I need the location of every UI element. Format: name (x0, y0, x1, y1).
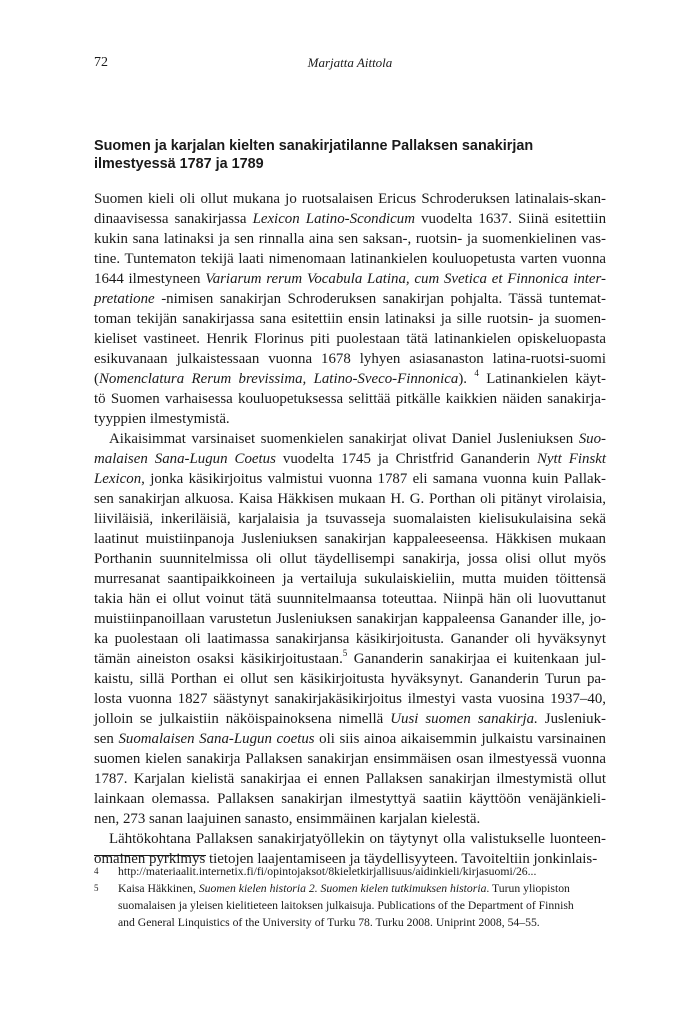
text-run: vuodelta 1637. Siinä esitettiin (414, 211, 607, 227)
footnote-marker: 4 (94, 866, 99, 876)
text-line (94, 629, 606, 649)
text-run: suomen kielen sanakirja Pallaksen sanakirjan ensimmäisen osan ilmestyessä vuonna (94, 751, 606, 767)
text-line (94, 829, 606, 849)
text-line (94, 349, 606, 369)
text-line (94, 549, 606, 569)
text-run: kaistu, sillä Porthan ei ollut sen käsikirjoitusta hyväksynyt. Gananderin Turun pa- (94, 671, 606, 687)
text-run: sen (94, 731, 119, 747)
footnote-line (118, 880, 606, 897)
running-head: Marjatta Aittola (307, 55, 393, 70)
text-line (94, 589, 606, 609)
section-heading (94, 137, 606, 173)
italic-title: malaisen Sana-Lugun Coetus (94, 451, 276, 467)
text-run: vuodelta 1745 ja Christfrid Gananderin (275, 451, 537, 467)
text-run: Kaisa Häkkinen, (118, 882, 199, 895)
paragraph (94, 189, 606, 429)
body-text (94, 189, 606, 869)
text-line (94, 709, 606, 729)
section-heading-line: ilmestyessä 1787 ja 1789 (94, 156, 264, 172)
footnote-divider (94, 855, 206, 856)
text-run: murresanat saantipaikkoineen ja vertailuja sukulaiskieliin, mutta muiden töittensä (94, 571, 606, 587)
text-run: Latinankielen käyt- (478, 371, 607, 387)
italic-title: Lexicon (94, 471, 142, 487)
text-run: tine. Tuntematon tekijä laati nimenomaan latinankielen kouluopetusta varten vuonna (94, 251, 606, 267)
text-line (94, 569, 606, 589)
text-run: liiviläisiä, inkeriläisiä, karjalaisia ja tsuvasseja suomalaisten kielisukulaisina sekä (94, 511, 606, 527)
text-run: ). (458, 371, 475, 387)
italic-title: Variarum rerum Vocabula Latina, cum Svetica et Finnonica inter- (205, 271, 606, 287)
paragraph (94, 429, 606, 829)
text-line (94, 489, 606, 509)
italic-title: Lexicon Latino-Scondicum (252, 211, 415, 227)
text-run: sen sanakirjan alkuosa. Kaisa Häkkisen mukaan H. G. Porthan oli pitänyt virolaisia, (94, 491, 606, 507)
footnote-reference: 4 (474, 368, 479, 379)
text-line (94, 509, 606, 529)
italic-title: Suomen kielen historia 2. Suomen kielen tutkimuksen historia (198, 882, 487, 895)
text-run: jolloin se julkaistiin näköispainoksena nimellä (94, 711, 391, 727)
footnote (94, 880, 606, 931)
text-line (94, 289, 606, 309)
text-line (94, 369, 606, 389)
text-run: ( (94, 371, 99, 387)
text-run: suomalaisen ja yleisen kielitieteen laitoksen julkaisuja. Publications of the Department of Finnish (118, 899, 574, 912)
section-heading-line: Suomen ja karjalan kielten sanakirjatilanne Pallaksen sanakirjan (94, 138, 534, 154)
text-run: . Turun yliopiston (486, 882, 570, 895)
text-line (94, 229, 606, 249)
text-line (94, 649, 606, 669)
text-line (94, 429, 606, 449)
text-run: kukin sana latinaksi ja sen rinnalla aina sen saksan-, ruotsin- ja suomenkielinen vas- (94, 231, 606, 247)
text-line (94, 689, 606, 709)
text-run: nen, 273 sanan laajuinen sanasto, ensimmäinen karjalan kielestä. (94, 811, 481, 827)
text-run: , jonka käsikirjoitus valmistui vuonna 1787 eli samana vuonna kuin Pallak- (141, 471, 606, 487)
text-run: dinaavisessa sanakirjassa (94, 211, 253, 227)
text-line (94, 189, 606, 209)
footnote (94, 863, 606, 880)
text-run: http://materiaalit.internetix.fi/fi/opintojaksot/8kieletkirjallisuus/aidinkieli/kirjasuomi/26... (118, 865, 537, 878)
text-line (94, 469, 606, 489)
text-run: ka puolestaan oli laatimassa sanakirjansa käsikirjoitusta. Ganander oli hyväksynyt (94, 631, 606, 647)
footnote-line (118, 863, 606, 880)
text-line (94, 769, 606, 789)
text-run: Porthanin suunnitelmissa oli ollut täydellisempi sanakirja, jossa olisi ollut myös (94, 551, 606, 567)
footnotes (94, 863, 606, 931)
footnote-line (118, 897, 606, 914)
text-line (94, 609, 606, 629)
text-line (94, 529, 606, 549)
text-run: Jusleniuk- (537, 711, 607, 727)
text-run: and General Linquistics of the University of Turku 78. Turku 2008. Uniprint 2008, 54–55. (118, 916, 540, 929)
text-run: muistiinpanoillaan varustetun Jusleniuksen sanakirjan kappaleensa Ganander ille, jo- (94, 611, 606, 627)
text-line (94, 249, 606, 269)
text-run: tämän aineiston osaksi käsikirjoitustaan. (94, 651, 343, 667)
text-line (94, 449, 606, 469)
text-run: takia hän ei ollut voinut tätä suunnitelmaansa toteuttaa. Niinpä hän oli luovuttanut (94, 591, 606, 607)
text-line (94, 269, 606, 289)
italic-title: pretatione (94, 291, 155, 307)
italic-title: Nytt Finskt (536, 451, 606, 467)
text-run: kieliset vastineet. Henrik Florinus piti puolestaan tätä latinankielen opiskeluopasta (94, 331, 606, 347)
text-run: tyyppien ilmestymistä. (94, 411, 230, 427)
footnote-reference: 5 (342, 648, 348, 659)
text-line (94, 409, 606, 429)
text-run: -nimisen sanakirjan Schroderuksen sanakirjan pohjalta. Tässä tuntemat- (154, 291, 606, 307)
text-run: laatinut muistiinpanoja Jusleniuksen sanakirjan kappaleeseensa. Häkkisen mukaan (94, 531, 606, 547)
text-line (94, 669, 606, 689)
italic-title: Suomalaisen Sana-Lugun coetus (118, 731, 315, 747)
text-run: oli siis ainoa aikaisemmin julkaistu varsinainen (314, 731, 606, 747)
text-line (94, 789, 606, 809)
text-run: 1787. Karjalan kielistä sanakirjaa ei ennen Pallaksen sanakirjan ilmestymistä ollut (94, 771, 606, 787)
text-run: omainen pyrkimys tietojen laajentamiseen ja täydellisyyteen. Tavoiteltiin jonkinlais- (94, 851, 598, 867)
italic-title: Uusi suomen sanakirja. (390, 711, 538, 727)
text-run: Gananderin sanakirjaa ei kuitenkaan jul- (347, 651, 606, 667)
text-line (94, 729, 606, 749)
text-run: Lähtökohtana Pallaksen sanakirjatyöllekin on täytynyt olla valistukselle luonteen- (109, 831, 606, 847)
page-number: 72 (94, 55, 108, 70)
italic-title: Suo- (578, 431, 606, 447)
footnote-line (118, 914, 606, 931)
text-line (94, 809, 606, 829)
text-run: esikuvanaan julkaistessaan vuonna 1678 lyhyen asiasanaston latina-ruotsi-suomi (94, 351, 606, 367)
page-header (94, 55, 606, 75)
text-run: toman tekijän sanakirjassa sana esitettiin ensin latinaksi ja sille ruotsin- ja suomen- (94, 311, 606, 327)
text-run: 1644 ilmestyneen (94, 271, 206, 287)
italic-title: Nomenclatura Rerum brevissima, Latino-Sveco-Finnonica (98, 371, 459, 387)
text-line (94, 389, 606, 409)
text-run: losta vuonna 1827 säästynyt sanakirjakäsikirjoitus ilmestyi vasta vuosina 1937–40, (94, 691, 606, 707)
text-line (94, 329, 606, 349)
text-line (94, 749, 606, 769)
text-run: Aikaisimmat varsinaiset suomenkielen sanakirjat olivat Daniel Jusleniuksen (109, 431, 579, 447)
text-line (94, 309, 606, 329)
text-run: tö Suomen varhaisessa kouluopetuksessa selittää pitkälle kaikkien näiden sanakirja- (94, 391, 606, 407)
footnote-marker: 5 (94, 883, 99, 893)
text-run: lainkaan olemassa. Pallaksen sanakirjan ilmestyttyä saatiin käyttöön venäjänkieli- (94, 791, 606, 807)
text-run: Suomen kieli oli ollut mukana jo ruotsalaisen Ericus Schroderuksen latinalais-skan- (94, 191, 606, 207)
text-line (94, 209, 606, 229)
